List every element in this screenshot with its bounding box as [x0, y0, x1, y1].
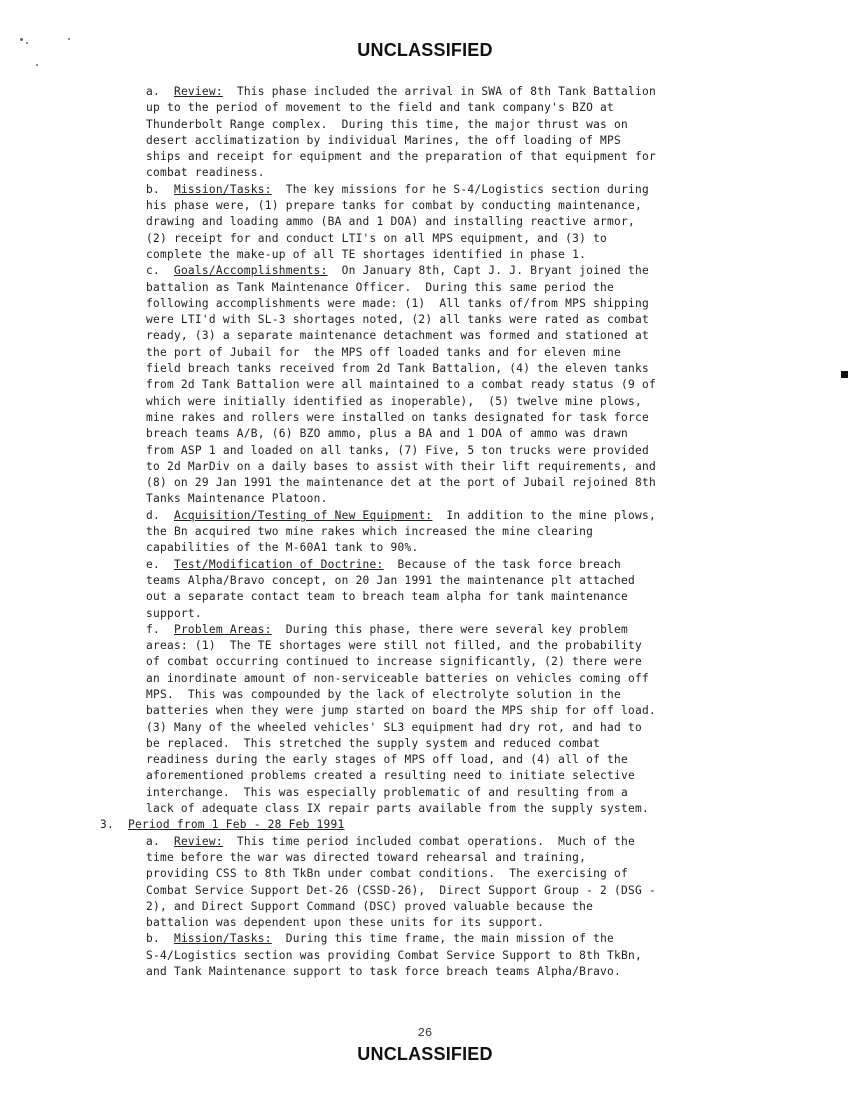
line-text: Combat Service Support Det-26 (CSSD-26), Direct Support Group - 2 (DSG - [146, 883, 656, 897]
text-line [100, 866, 820, 882]
line-text-continued: This phase included the arrival in SWA of 8th Tank Battalion [222, 85, 656, 98]
line-text: battalion as Tank Maintenance Officer. During this same period the [146, 280, 615, 294]
line-text: MPS. This was compounded by the lack of electrolyte solution in the [146, 687, 622, 701]
line-text: and Tank Maintenance support to task force breach teams Alpha/Bravo. [146, 965, 622, 979]
line-text-continued: On January 8th, Capt J. J. Bryant joined the [327, 264, 649, 278]
line-text-continued: In addition to the mine plows, [432, 508, 656, 522]
line-text: b. [146, 182, 174, 196]
text-line [100, 540, 820, 556]
text-line [100, 638, 820, 654]
section-heading: Problem Areas: [173, 622, 272, 636]
text-line [100, 883, 820, 899]
line-text: the port of Jubail for the MPS off loaded tanks and for eleven mine [146, 345, 622, 359]
line-text: time before the war was directed toward rehearsal and training, [146, 850, 587, 864]
line-text: desert acclimatization by individual Marines, the off loading of MPS [146, 133, 622, 147]
line-text: e. [146, 557, 174, 571]
line-text: providing CSS to 8th TkBn under combat conditions. The exercising of [146, 867, 628, 881]
text-line [100, 117, 820, 133]
line-text: (2) receipt for and conduct LTI's on all MPS equipment, and (3) to [146, 231, 608, 245]
scan-speck [36, 64, 38, 66]
line-text: (8) on 29 Jan 1991 the maintenance det at the port of Jubail rejoined 8th [146, 476, 656, 490]
line-text-continued: Because of the task force breach [383, 557, 622, 571]
text-line [100, 198, 820, 214]
text-line [100, 459, 820, 475]
text-line [100, 263, 820, 279]
line-text: b. [146, 932, 174, 946]
text-line [100, 899, 820, 915]
line-text: c. [146, 264, 174, 278]
line-text: complete the make-up of all TE shortages identified in phase 1. [146, 247, 587, 261]
text-line [100, 100, 820, 116]
page-number: 26 [417, 1026, 433, 1040]
line-text: from 2d Tank Battalion were all maintained to a combat ready status (9 of [146, 378, 656, 392]
line-text: teams Alpha/Bravo concept, on 20 Jan 1991 the maintenance plt attached [146, 573, 635, 587]
line-text: f. [146, 622, 174, 636]
text-line [100, 557, 820, 573]
line-text: ships and receipt for equipment and the preparation of that equipment for [146, 150, 656, 164]
text-line [100, 133, 820, 149]
line-text: the Bn acquired two mine rakes which increased the mine clearing [146, 525, 594, 539]
line-text: Tanks Maintenance Platoon. [146, 492, 328, 506]
section-heading: Mission/Tasks: [173, 182, 272, 196]
line-text: from ASP 1 and loaded on all tanks, (7) Five, 5 ton trucks were provided [146, 443, 649, 457]
section-heading: Mission/Tasks: [173, 932, 272, 946]
text-line [100, 654, 820, 670]
text-line [100, 296, 820, 312]
text-line [100, 165, 820, 181]
line-text: interchange. This was especially problematic of and resulting from a [146, 785, 628, 799]
text-line [100, 606, 820, 622]
text-line [100, 622, 820, 638]
line-text-continued: The key missions for he S-4/Logistics section during [271, 182, 649, 196]
classification-footer: UNCLASSIFIED [357, 1044, 493, 1064]
line-text: to 2d MarDiv on a daily bases to assist with their lift requirements, and [146, 459, 656, 473]
line-text: his phase were, (1) prepare tanks for combat by conducting maintenance, [146, 199, 642, 213]
line-text: 2), and Direct Support Command (DSC) proved valuable because the [146, 899, 594, 913]
line-text: were LTI'd with SL-3 shortages noted, (2) all tanks were rated as combat [146, 313, 649, 327]
text-line [100, 801, 820, 817]
line-text: Thunderbolt Range complex. During this time, the major thrust was on [146, 117, 628, 131]
line-text-continued: During this phase, there were several key problem [271, 622, 629, 636]
text-line [100, 931, 820, 947]
text-line [100, 964, 820, 980]
text-line [100, 182, 820, 198]
text-line [100, 443, 820, 459]
line-text: areas: (1) The TE shortages were still not filled, and the probability [146, 639, 642, 653]
line-text: readiness during the early stages of MPS off load, and (4) all of the [146, 753, 628, 767]
section-heading: Period from 1 Feb - 28 Feb 1991 [127, 818, 345, 832]
line-text: S-4/Logistics section was providing Combat Service Support to 8th TkBn, [146, 948, 642, 962]
line-text: field breach tanks received from 2d Tank Battalion, (4) the eleven tanks [146, 362, 649, 376]
classification-header: UNCLASSIFIED [357, 40, 493, 60]
line-text-continued: This time period included combat operations. Much of the [222, 834, 636, 848]
section-heading: Acquisition/Testing of New Equipment: [173, 508, 433, 522]
text-line [100, 149, 820, 165]
text-line [100, 394, 820, 410]
text-line [100, 752, 820, 768]
document-body [100, 84, 820, 980]
line-text: support. [146, 606, 202, 620]
text-line [100, 345, 820, 361]
text-line [100, 214, 820, 230]
text-line [100, 475, 820, 491]
text-line [100, 850, 820, 866]
section-heading: Review: [173, 834, 223, 848]
text-line [100, 312, 820, 328]
line-text: of combat occurring continued to increase significantly, (2) there were [146, 655, 642, 669]
line-text-continued: During this time frame, the main mission of the [271, 932, 615, 946]
text-line [100, 491, 820, 507]
text-line [100, 573, 820, 589]
line-text: an inordinate amount of non-serviceable batteries on vehicles coming off [146, 671, 649, 685]
line-text: up to the period of movement to the field and tank company's BZO at [146, 101, 615, 115]
line-text: mine rakes and rollers were installed on tanks designated for task force [146, 410, 649, 424]
line-text: 3. [100, 818, 128, 832]
line-text: breach teams A/B, (6) BZO ammo, plus a BA and 1 DOA of ammo was drawn [146, 427, 628, 441]
text-line [100, 817, 820, 833]
text-line [100, 687, 820, 703]
line-text: d. [146, 508, 174, 522]
text-line [100, 834, 820, 850]
text-line [100, 84, 820, 100]
text-line [100, 361, 820, 377]
text-line [100, 231, 820, 247]
text-line [100, 589, 820, 605]
text-line [100, 948, 820, 964]
line-text: which were initially identified as inoperable), (5) twelve mine plows, [146, 394, 642, 408]
line-text: lack of adequate class IX repair parts available from the supply system. [146, 802, 649, 816]
line-text: battalion was dependent upon these units for its support. [146, 916, 545, 930]
text-line [100, 703, 820, 719]
section-heading: Test/Modification of Doctrine: [173, 557, 384, 571]
line-text: a. [146, 834, 174, 848]
line-text: capabilities of the M-60A1 tank to 90%. [146, 541, 419, 555]
margin-mark [841, 371, 848, 378]
line-text: be replaced. This stretched the supply system and reduced combat [146, 736, 601, 750]
text-line [100, 768, 820, 784]
line-text: a. [146, 85, 174, 98]
text-line [100, 377, 820, 393]
text-line [100, 915, 820, 931]
text-line [100, 671, 820, 687]
text-line [100, 426, 820, 442]
line-text: combat readiness. [146, 166, 265, 180]
line-text: aforementioned problems created a resulting need to initiate selective [146, 769, 635, 783]
text-line [100, 410, 820, 426]
text-line [100, 280, 820, 296]
section-heading: Goals/Accomplishments: [173, 264, 328, 278]
line-text: batteries when they were jump started on board the MPS ship for off load. [146, 704, 656, 718]
line-text: (3) Many of the wheeled vehicles' SL3 equipment had dry rot, and had to [146, 720, 642, 734]
line-text: following accomplishments were made: (1) All tanks of/from MPS shipping [146, 296, 649, 310]
text-line [100, 508, 820, 524]
text-line [100, 785, 820, 801]
line-text: out a separate contact team to breach team alpha for tank maintenance [146, 590, 628, 604]
text-line [100, 720, 820, 736]
section-heading: Review: [173, 85, 223, 98]
line-text: ready, (3) a separate maintenance detachment was formed and stationed at [146, 329, 649, 343]
text-line [100, 736, 820, 752]
text-line [100, 328, 820, 344]
text-line [100, 524, 820, 540]
text-line [100, 247, 820, 263]
line-text: drawing and loading ammo (BA and 1 DOA) and installing reactive armor, [146, 215, 635, 229]
